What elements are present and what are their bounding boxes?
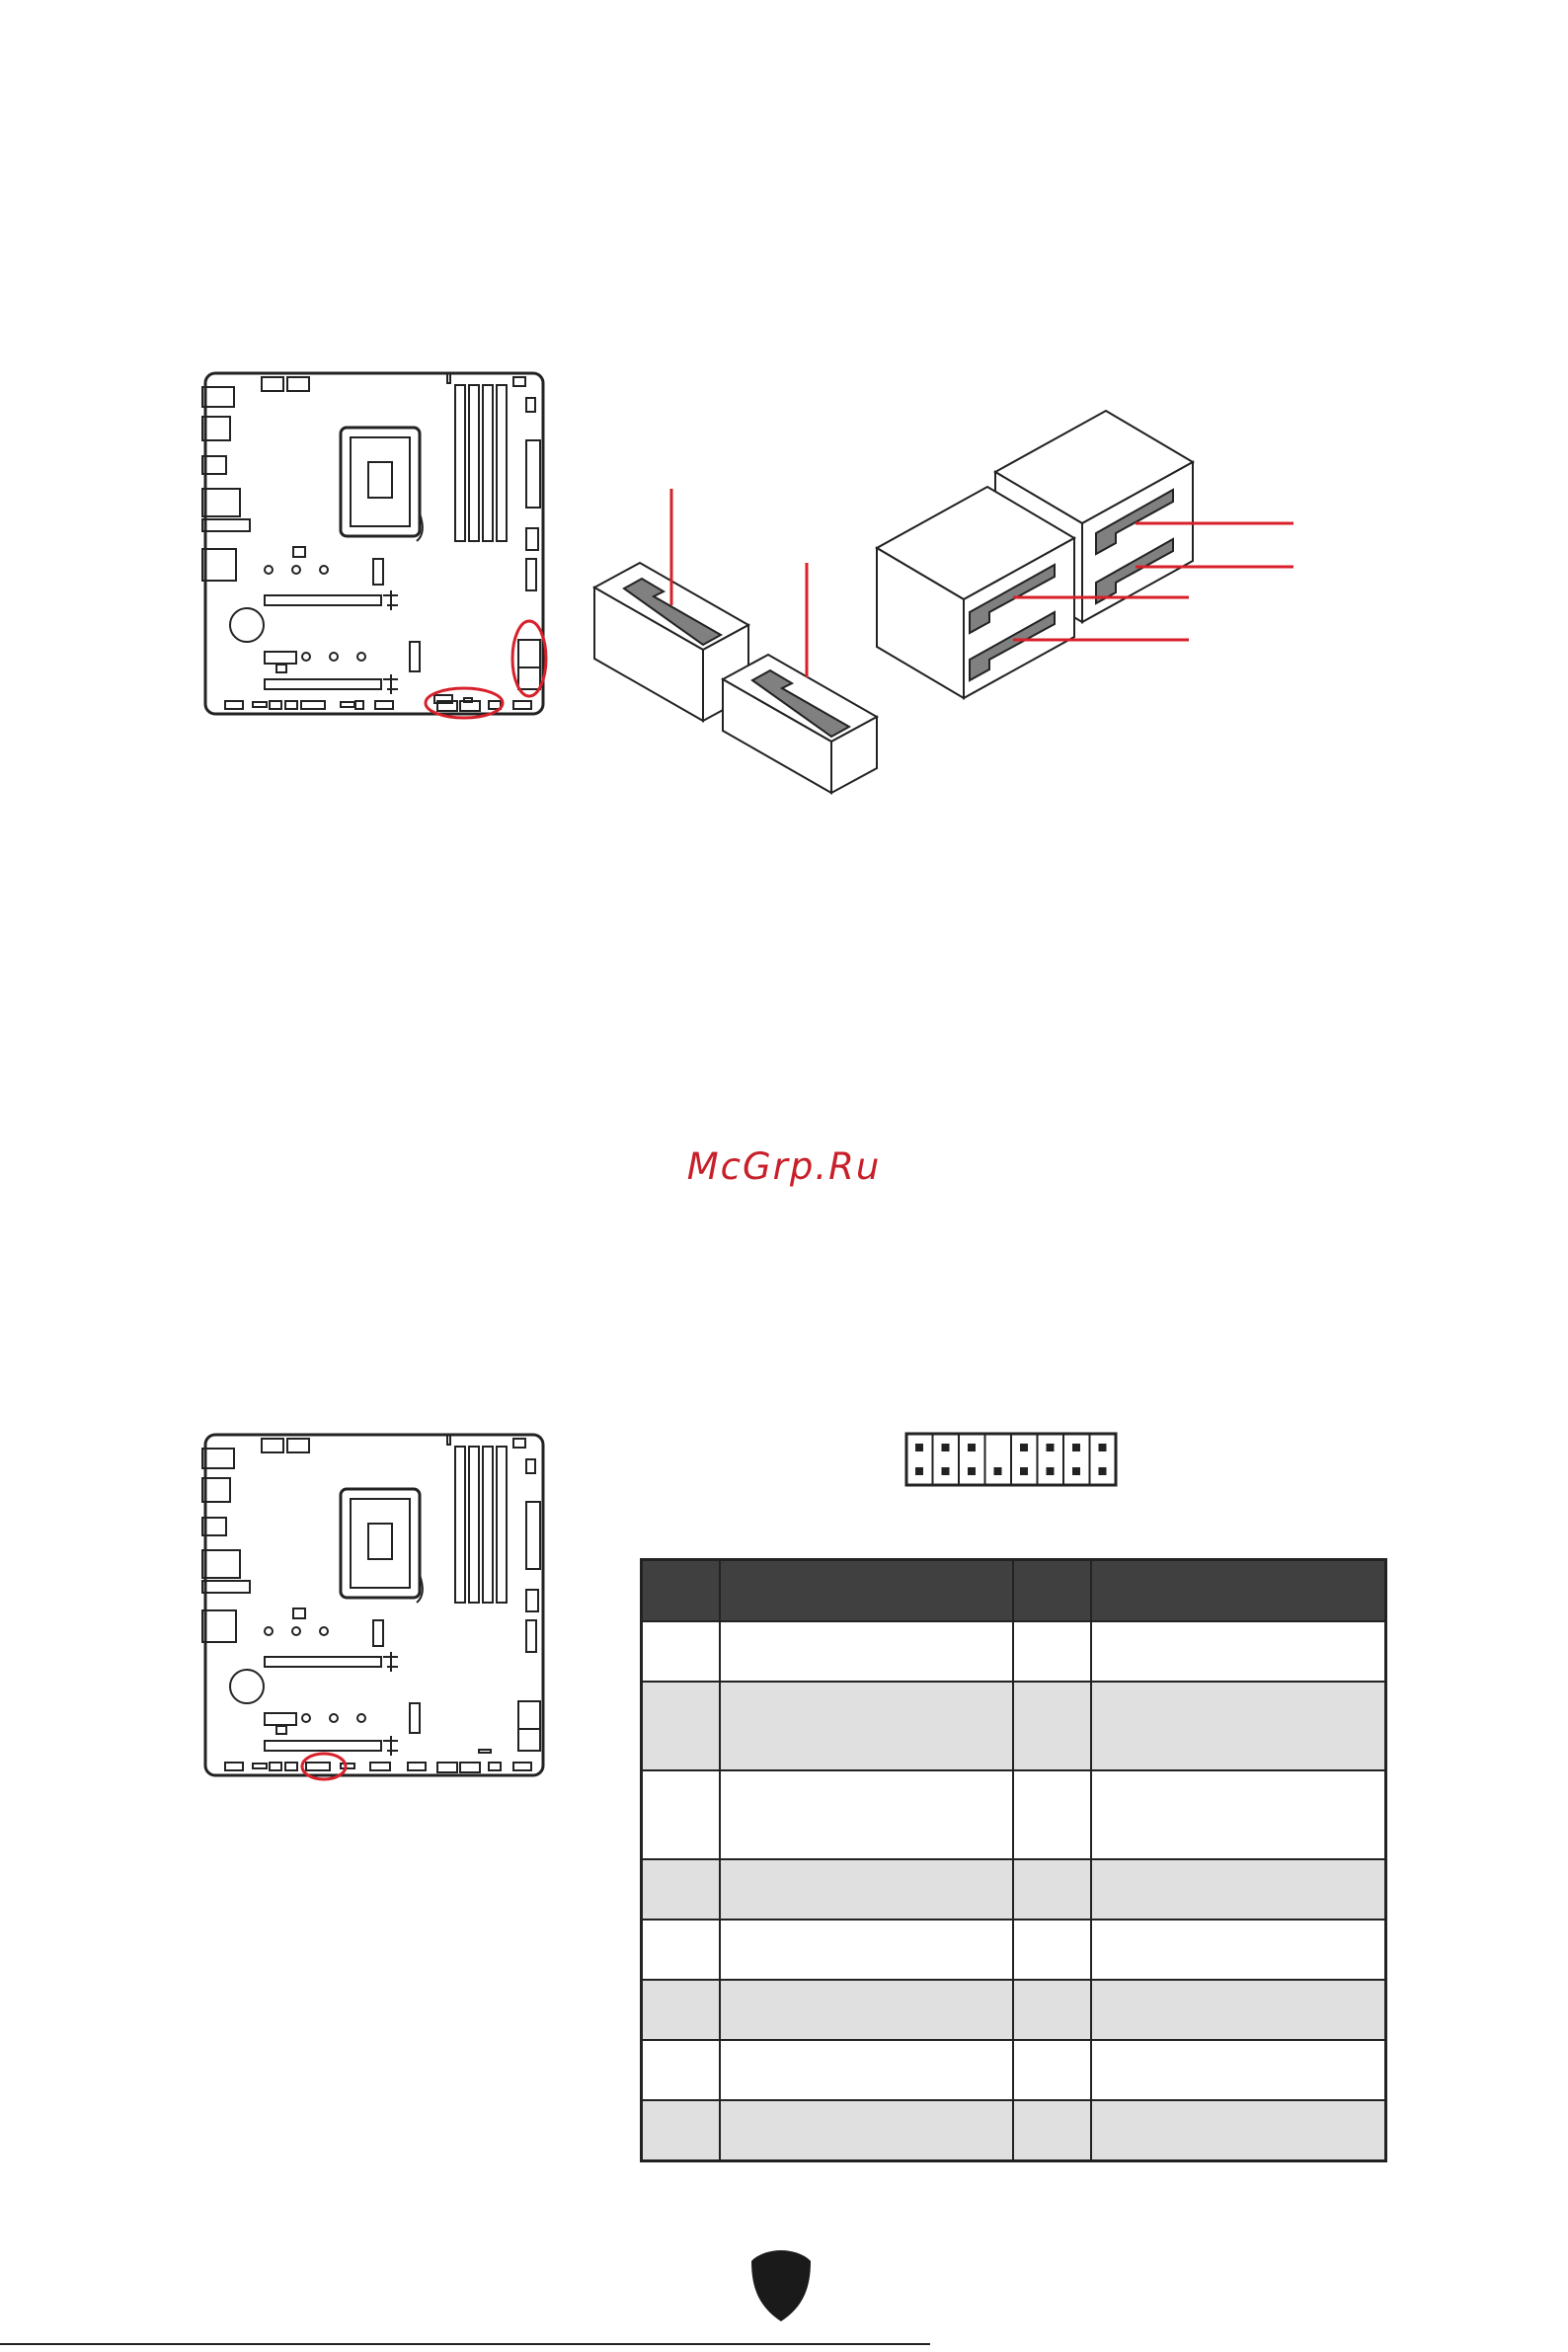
shield-icon <box>748 2247 814 2324</box>
table-cell <box>720 1980 1013 2040</box>
table-cell <box>1091 1682 1386 1770</box>
header-pin-diagram <box>903 1430 1121 1489</box>
table-cell <box>720 1621 1013 1682</box>
table-row <box>642 1859 1386 1920</box>
sata-connector-2 <box>723 563 877 793</box>
table-cell <box>1013 2040 1091 2100</box>
header-cell <box>720 1560 1013 1622</box>
table-row <box>642 2100 1386 2161</box>
table-row <box>642 1920 1386 1980</box>
table-cell <box>1091 1859 1386 1920</box>
table-cell <box>720 1770 1013 1859</box>
sata-connectors-diagram <box>583 395 1303 810</box>
table-cell <box>642 1980 721 2040</box>
table-row <box>642 1682 1386 1770</box>
table-cell <box>720 1920 1013 1980</box>
header-cell <box>1091 1560 1386 1622</box>
table-cell <box>1091 1621 1386 1682</box>
header-cell <box>1013 1560 1091 1622</box>
table-cell <box>642 2040 721 2100</box>
motherboard-diagram-sata <box>197 365 553 721</box>
table-cell <box>720 1859 1013 1920</box>
table-cell <box>642 1859 721 1920</box>
table-cell <box>1091 1770 1386 1859</box>
table-header-row <box>642 1560 1386 1622</box>
motherboard-diagram-header <box>197 1427 553 1782</box>
table-cell <box>642 1770 721 1859</box>
table-cell <box>1013 1682 1091 1770</box>
table-cell <box>642 1920 721 1980</box>
header-cell <box>642 1560 721 1622</box>
table-row <box>642 1980 1386 2040</box>
table-cell <box>642 1682 721 1770</box>
table-cell <box>1091 2040 1386 2100</box>
table-cell <box>1013 2100 1091 2161</box>
table-cell <box>1091 2100 1386 2161</box>
table-cell <box>1013 1920 1091 1980</box>
table-cell <box>720 2040 1013 2100</box>
table-cell <box>642 1621 721 1682</box>
table-cell <box>1013 1621 1091 1682</box>
table-cell <box>720 2100 1013 2161</box>
table-cell <box>1013 1770 1091 1859</box>
table-row <box>642 1770 1386 1859</box>
table-cell <box>1013 1859 1091 1920</box>
table-cell <box>1091 1980 1386 2040</box>
table-cell <box>642 2100 721 2161</box>
table-cell <box>1091 1920 1386 1980</box>
table-cell <box>1013 1980 1091 2040</box>
watermark-text: McGrp.Ru <box>686 1145 882 1188</box>
table-row <box>642 1621 1386 1682</box>
table-row <box>642 2040 1386 2100</box>
table-cell <box>720 1682 1013 1770</box>
footer-divider <box>0 2343 930 2345</box>
pinout-table <box>640 1558 1387 2162</box>
